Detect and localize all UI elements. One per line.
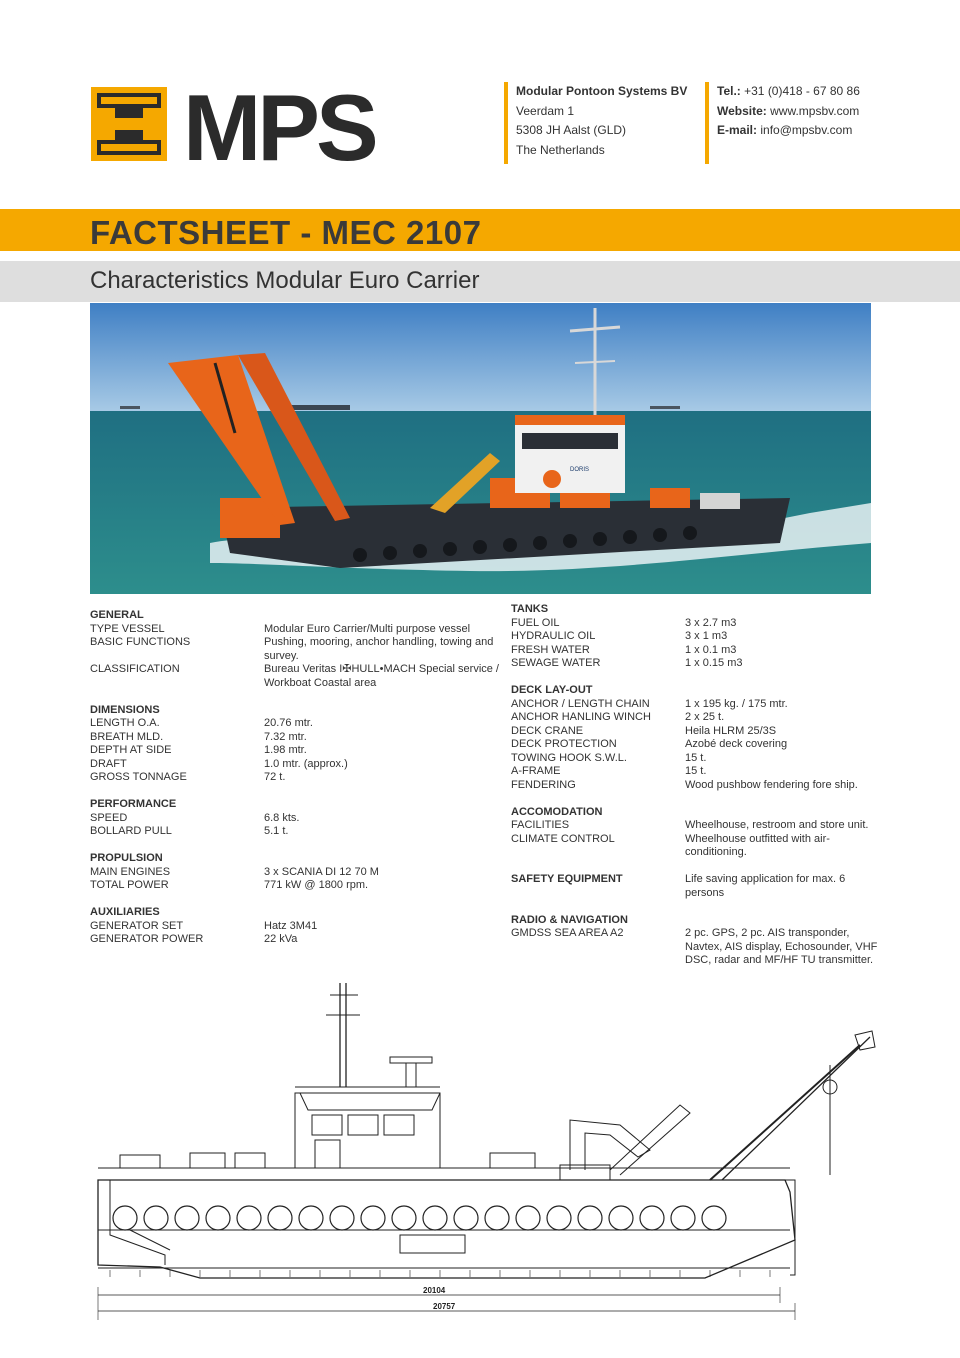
spec-label: DRAFT (90, 757, 127, 770)
spec-label: ANCHOR HANLING WINCH (511, 711, 651, 723)
spec-row (511, 698, 881, 712)
spec-value: 1 x 195 kg. / 175 mtr. (685, 697, 788, 710)
spec-row (90, 623, 500, 637)
spec-value: Modular Euro Carrier/Multi purpose vessel (264, 622, 471, 635)
dimension-outer: 20757 (433, 1302, 456, 1311)
spec-value: 1 x 0.15 m3 (685, 657, 743, 669)
photo-boat-name: DORIS (570, 467, 590, 473)
vessel-side-drawing (90, 975, 880, 1325)
spec-section (511, 603, 881, 671)
contact-details (705, 82, 905, 164)
spec-label: TOTAL POWER (90, 879, 169, 891)
spec-value: 72 t. (264, 771, 286, 783)
spec-value: Hatz 3M41 (264, 919, 318, 932)
spec-value: 1.0 mtr. (approx.) (264, 757, 348, 770)
spec-label: FACILITIES (511, 819, 570, 831)
spec-section-title: DECK LAY-OUT (511, 684, 593, 696)
spec-label: GENERATOR SET (90, 919, 184, 932)
spec-value: 15 t. (685, 751, 707, 764)
spec-section (90, 609, 500, 690)
spec-value: 1.98 mtr. (264, 744, 307, 756)
spec-row (90, 758, 500, 772)
website-label: Website: (717, 103, 767, 118)
spec-value: 20.76 mtr. (264, 717, 313, 729)
spec-section-title: PROPULSION (90, 852, 163, 864)
spec-section (511, 873, 881, 900)
spec-label: GROSS TONNAGE (90, 771, 187, 783)
spec-row (90, 636, 500, 663)
spec-section-title: AUXILIARIES (90, 906, 160, 918)
spec-value: 2 x 25 t. (685, 711, 725, 723)
spec-value: 2 pc. GPS, 2 pc. AIS transponder, Navtex, AIS display, Echosounder, VHF DSC, radar and MF/HF TU transmitter. (685, 927, 878, 966)
spec-row (90, 879, 500, 893)
spec-value: Pushing, mooring, anchor handling, towing and survey. (264, 636, 494, 662)
spec-section (90, 852, 500, 893)
tel-label: Tel.: (717, 84, 741, 98)
logo-wordmark: MPS (183, 84, 375, 164)
spec-row (511, 819, 881, 833)
spec-value: Azobé deck covering (685, 738, 788, 750)
spec-row (511, 833, 881, 860)
spec-value: Bureau Veritas I✠HULL•MACH Special service / Workboat Coastal area (264, 663, 499, 689)
spec-row (90, 744, 500, 758)
spec-section-title: PERFORMANCE (90, 798, 177, 810)
spec-value: Life saving application for max. 6 persons (685, 873, 846, 899)
company-city: 5308 JH Aalst (GLD) (516, 123, 627, 137)
spec-row (511, 711, 881, 725)
spec-row (511, 738, 881, 752)
spec-label: A-FRAME (511, 765, 561, 777)
spec-label: BREATH MLD. (90, 730, 164, 743)
spec-section (511, 806, 881, 860)
spec-value: 5.1 t. (264, 825, 289, 837)
spec-row (90, 825, 500, 839)
spec-label: SPEED (90, 811, 128, 824)
spec-label: DECK CRANE (511, 724, 584, 737)
spec-label: TOWING HOOK S.W.L. (511, 751, 627, 764)
spec-row (90, 866, 500, 880)
spec-label: TYPE VESSEL (90, 622, 165, 635)
company-name: Modular Pontoon Systems BV (516, 84, 688, 98)
spec-value: Wheelhouse outfitted with air-conditioning. (685, 832, 830, 858)
spec-value: 7.32 mtr. (264, 730, 307, 743)
spec-section-title: ACCOMODATION (511, 805, 603, 818)
spec-label: MAIN ENGINES (90, 865, 171, 878)
email-link[interactable]: info@mpsbv.com (760, 123, 853, 137)
spec-section-title: GENERAL (90, 609, 144, 621)
spec-label: DEPTH AT SIDE (90, 744, 172, 756)
email-label: E-mail: (717, 123, 758, 137)
spec-section (90, 798, 500, 839)
specs-right-column (511, 603, 881, 981)
specs-left-column (90, 609, 500, 960)
spec-label: BOLLARD PULL (90, 825, 172, 837)
spec-row (90, 717, 500, 731)
spec-section-title: TANKS (511, 603, 549, 615)
spec-section-title: SAFETY EQUIPMENT (511, 873, 623, 885)
dimension-inner: 20104 (423, 1286, 446, 1295)
company-street: Veerdam 1 (516, 103, 575, 118)
spec-value: 771 kW @ 1800 rpm. (264, 879, 369, 891)
page-title: FACTSHEET - MEC 2107 (90, 214, 482, 251)
spec-value: Wheelhouse, restroom and store unit. (685, 819, 869, 831)
spec-row (511, 752, 881, 766)
subtitle-banner (0, 261, 960, 302)
spec-value: 3 x SCANIA DI 12 70 M (264, 865, 379, 878)
vessel-photo (90, 303, 871, 594)
spec-row (511, 644, 881, 658)
spec-value: 15 t. (685, 765, 707, 777)
spec-value: Wood pushbow fendering fore ship. (685, 778, 858, 791)
spec-section (90, 704, 500, 785)
spec-row (511, 765, 881, 779)
spec-section (511, 684, 881, 792)
spec-row (511, 927, 881, 968)
spec-label: CLASSIFICATION (90, 663, 180, 675)
spec-label: BASIC FUNCTIONS (90, 636, 191, 648)
spec-label: DECK PROTECTION (511, 738, 617, 750)
website-link[interactable]: www.mpsbv.com (770, 103, 860, 118)
spec-label: HYDRAULIC OIL (511, 630, 596, 642)
tel-value[interactable]: +31 (0)418 - 67 80 86 (744, 84, 860, 98)
spec-value: 3 x 2.7 m3 (685, 616, 737, 629)
spec-row (511, 779, 881, 793)
spec-label: FUEL OIL (511, 616, 560, 629)
spec-row (511, 873, 881, 900)
title-banner (0, 209, 960, 251)
spec-row (90, 731, 500, 745)
page-subtitle: Characteristics Modular Euro Carrier (90, 267, 480, 294)
spec-label: CLIMATE CONTROL (511, 832, 615, 845)
spec-value: 22 kVa (264, 933, 298, 945)
company-country: The Netherlands (516, 142, 605, 157)
spec-label: GMDSS SEA AREA A2 (511, 927, 624, 939)
spec-value: 6.8 kts. (264, 811, 300, 824)
spec-section-title: RADIO & NAVIGATION (511, 913, 628, 926)
spec-row (90, 771, 500, 785)
spec-label: ANCHOR / LENGTH CHAIN (511, 697, 650, 710)
spec-label: FRESH WATER (511, 643, 590, 656)
spec-row (511, 657, 881, 671)
spec-label: SEWAGE WATER (511, 657, 601, 669)
spec-row (90, 812, 500, 826)
spec-row (511, 617, 881, 631)
spec-label: GENERATOR POWER (90, 933, 204, 945)
spec-value: 1 x 0.1 m3 (685, 643, 737, 656)
spec-value: 3 x 1 m3 (685, 630, 728, 642)
mps-logo (91, 84, 391, 164)
spec-row (511, 630, 881, 644)
spec-value: Heila HLRM 25/3S (685, 724, 777, 737)
spec-section (511, 914, 881, 968)
company-address (504, 82, 704, 164)
spec-label: FENDERING (511, 778, 576, 791)
spec-row (90, 663, 500, 690)
spec-row (90, 933, 500, 947)
spec-row (511, 725, 881, 739)
spec-label: LENGTH O.A. (90, 717, 160, 729)
spec-section (90, 906, 500, 947)
spec-row (90, 920, 500, 934)
spec-section-title: DIMENSIONS (90, 703, 160, 716)
